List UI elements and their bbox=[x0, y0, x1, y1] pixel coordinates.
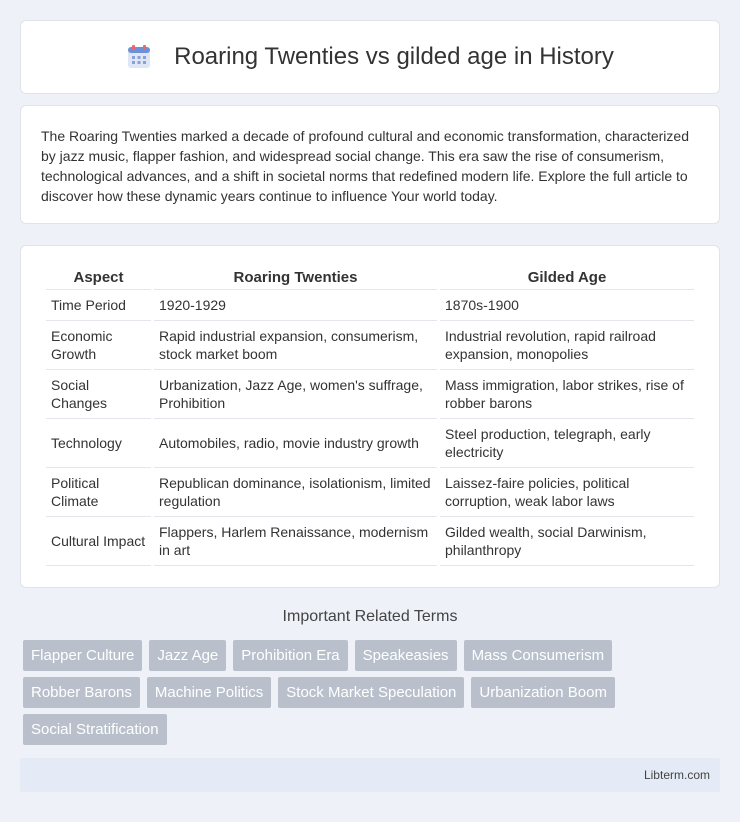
calendar-icon bbox=[126, 44, 152, 70]
table-cell: 1920-1929 bbox=[154, 290, 437, 321]
tag-social-stratification[interactable]: Social Stratification bbox=[23, 714, 167, 745]
header-card bbox=[20, 20, 720, 94]
table-cell: Technology bbox=[46, 419, 151, 468]
table-cell: Rapid industrial expansion, consumerism, stock market boom bbox=[154, 321, 437, 370]
table-cell: Flappers, Harlem Renaissance, modernism in art bbox=[154, 517, 437, 566]
comparison-table-card bbox=[20, 245, 720, 588]
table-cell: Gilded wealth, social Darwinism, philanthropy bbox=[440, 517, 694, 566]
column-header-gilded-age: Gilded Age bbox=[440, 266, 694, 290]
table-cell: Automobiles, radio, movie industry growth bbox=[154, 419, 437, 468]
comparison-table bbox=[43, 266, 697, 566]
table-row bbox=[46, 468, 694, 517]
table-cell: Steel production, telegraph, early electricity bbox=[440, 419, 694, 468]
table-row bbox=[46, 290, 694, 321]
table-cell: Urbanization, Jazz Age, women's suffrage, Prohibition bbox=[154, 370, 437, 419]
table-row bbox=[46, 419, 694, 468]
table-cell: Cultural Impact bbox=[46, 517, 151, 566]
footer bbox=[20, 758, 720, 792]
tag-stock-market-speculation[interactable]: Stock Market Speculation bbox=[278, 677, 464, 708]
table-cell: Laissez-faire policies, political corruption, weak labor laws bbox=[440, 468, 694, 517]
intro-card bbox=[20, 105, 720, 224]
tag-flapper-culture[interactable]: Flapper Culture bbox=[23, 640, 142, 671]
column-header-roaring-twenties: Roaring Twenties bbox=[154, 266, 437, 290]
tag-speakeasies[interactable]: Speakeasies bbox=[355, 640, 457, 671]
table-cell: Mass immigration, labor strikes, rise of robber barons bbox=[440, 370, 694, 419]
related-terms-title: Important Related Terms bbox=[282, 608, 458, 625]
table-cell: Republican dominance, isolationism, limited regulation bbox=[154, 468, 437, 517]
tag-robber-barons[interactable]: Robber Barons bbox=[23, 677, 140, 708]
table-row bbox=[46, 370, 694, 419]
table-cell: Time Period bbox=[46, 290, 151, 321]
tag-machine-politics[interactable]: Machine Politics bbox=[147, 677, 271, 708]
tag-prohibition-era[interactable]: Prohibition Era bbox=[233, 640, 347, 671]
table-cell: Industrial revolution, rapid railroad expansion, monopolies bbox=[440, 321, 694, 370]
tag-jazz-age[interactable]: Jazz Age bbox=[149, 640, 226, 671]
footer-site-link[interactable]: Libterm.com bbox=[643, 768, 710, 782]
page-title: Roaring Twenties vs gilded age in History bbox=[174, 43, 614, 70]
tag-urbanization-boom[interactable]: Urbanization Boom bbox=[471, 677, 615, 708]
table-cell: Social Changes bbox=[46, 370, 151, 419]
tag-mass-consumerism[interactable]: Mass Consumerism bbox=[464, 640, 613, 671]
related-terms-list bbox=[23, 640, 723, 751]
intro-text: The Roaring Twenties marked a decade of profound cultural and economic transformation, characterized by jazz music, flapper fashion, and widespread social change. This era saw the rise of consumerism, technological advances, and a shift in societal norms that redefined modern life. Explore the full article to discover how these dynamic years continue to influence Your world today. bbox=[41, 128, 689, 204]
table-cell: 1870s-1900 bbox=[440, 290, 694, 321]
table-cell: Political Climate bbox=[46, 468, 151, 517]
column-header-aspect: Aspect bbox=[46, 266, 151, 290]
table-cell: Economic Growth bbox=[46, 321, 151, 370]
table-row bbox=[46, 517, 694, 566]
table-row bbox=[46, 321, 694, 370]
